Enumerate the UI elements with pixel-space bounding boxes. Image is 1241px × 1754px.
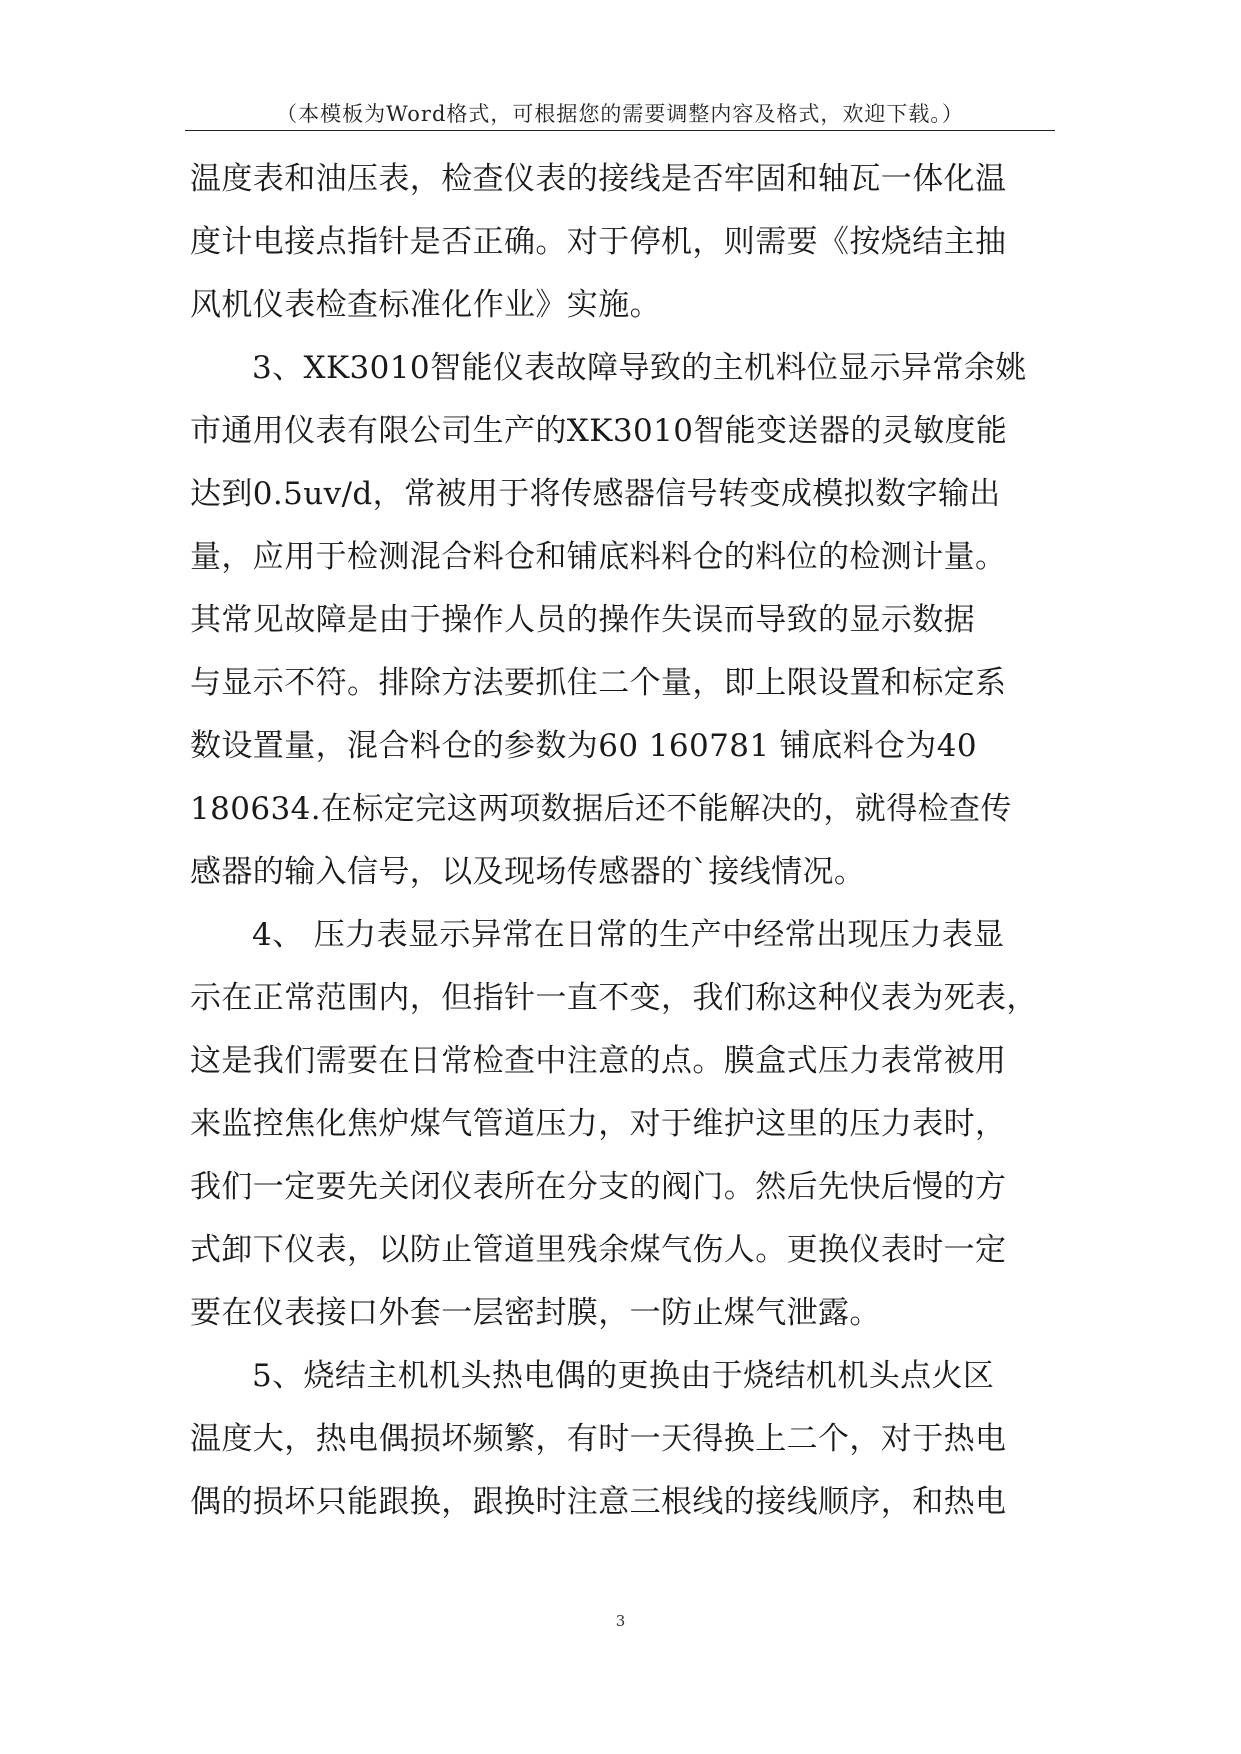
body-line: 式卸下仪表，以防止管道里残余煤气伤人。更换仪表时一定	[190, 1232, 1007, 1268]
body-line: 温度表和油压表，检查仪表的接线是否牢固和轴瓦一体化温	[190, 161, 1007, 197]
header-divider	[185, 130, 1055, 131]
body-line: 度计电接点指针是否正确。对于停机，则需要《按烧结主抽	[190, 224, 1007, 260]
body-line: 达到0.5uv/d，常被用于将传感器信号转变成模拟数字输出	[190, 476, 1001, 512]
body-line: 温度大，热电偶损坏频繁，有时一天得换上二个，对于热电	[190, 1421, 1007, 1457]
template-notice-header: （本模板为Word格式，可根据您的需要调整内容及格式，欢迎下载。）	[276, 102, 964, 126]
body-line: 这是我们需要在日常检查中注意的点。膜盒式压力表常被用	[190, 1043, 1007, 1079]
body-line: 风机仪表检查标准化作业》实施。	[190, 287, 661, 323]
page-number: 3	[615, 1612, 626, 1630]
body-line: 其常见故障是由于操作人员的操作失误而导致的显示数据	[190, 602, 975, 638]
document-body	[190, 148, 1090, 1534]
body-line: 示在正常范围内，但指针一直不变，我们称这种仪表为死表，	[190, 980, 1038, 1016]
body-line: 与显示不符。排除方法要抓住二个量，即上限设置和标定系	[190, 665, 1007, 701]
body-line-paragraph-start: 5、烧结主机机头热电偶的更换由于烧结机机头点火区	[252, 1358, 995, 1394]
body-line-paragraph-start: 3、XK3010智能仪表故障导致的主机料位显示异常余姚	[252, 350, 1027, 386]
body-line-paragraph-start: 4、 压力表显示异常在日常的生产中经常出现压力表显	[252, 917, 1005, 953]
body-line: 市通用仪表有限公司生产的XK3010智能变送器的灵敏度能	[190, 413, 1008, 449]
body-line: 要在仪表接口外套一层密封膜，一防止煤气泄露。	[190, 1295, 881, 1331]
body-line: 感器的输入信号，以及现场传感器的`接线情况。	[190, 854, 866, 890]
body-line: 数设置量，混合料仓的参数为60 160781 铺底料仓为40	[190, 728, 977, 764]
body-line: 我们一定要先关闭仪表所在分支的阀门。然后先快后慢的方	[190, 1169, 1007, 1205]
body-line: 量，应用于检测混合料仓和铺底料料仓的料位的检测计量。	[190, 539, 1007, 575]
body-line: 180634.在标定完这两项数据后还不能解决的，就得检查传	[190, 791, 1012, 827]
body-line: 来监控焦化焦炉煤气管道压力，对于维护这里的压力表时，	[190, 1106, 1007, 1142]
body-line: 偶的损坏只能跟换，跟换时注意三根线的接线顺序，和热电	[190, 1484, 1007, 1520]
